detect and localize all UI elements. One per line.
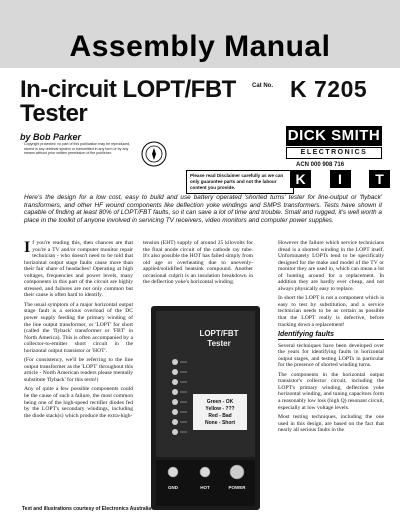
banner-title: Assembly Manual <box>69 30 331 63</box>
legend-line: Green - OK <box>206 399 234 405</box>
tester-device-photo <box>147 304 264 512</box>
acn-number: ACN 000 908 716 <box>296 162 345 168</box>
paragraph: The usual symptom of a major horizontal output stage fault is a serious overload of the DC power supply feeding the primary winding of the line output transformer, or 'LOPT' for short (called the 'flyback' transformer or 'FBT' in North America). This is often accompanied by a collector-to-emitter short circuit in the horizontal output transistor or 'HOT'. <box>24 301 133 354</box>
article-title-line2: Tester <box>20 100 88 127</box>
cat-number-label: Cat No. <box>252 83 273 89</box>
paragraph: However the failure which service technicians dread is a shorted winding in the LOPT itself. Unfortunately LOPTs tend to be specifically designed for the make and model of the TV or monitor they are used in, which can mean a lot of hunting around for a replacement. In addition they are hardly ever cheap, and not always physically easy to replace. <box>278 240 384 292</box>
hot-terminal-icon <box>200 467 210 477</box>
intro-paragraph: Here's the design for a low cost, easy to build and use battery operated 'shorted turns' tester for line-output or 'flyback' transformers, and other HF wound components like deflection yoke windings and SMPS transformers. Tests have shown it capable of finding at least 80% of LOPT/FBT faults, so it can save a lot of time and trouble. Small and rugged, it's well worth a place in the toolkit of anyone involved in servicing TV receivers, video monitors and computer power supplies. <box>24 194 382 224</box>
footer-credit: Text and illustrations courtesy of Electronics Australia <box>22 506 152 512</box>
device-title-line1: LOPT/FBT <box>199 329 239 338</box>
legend-line: Red - Bad <box>208 413 232 419</box>
device-title-line2: Tester <box>207 339 231 348</box>
copyright-notice: Copyright protected: no part of this publication may be reproduced, stored in any retrieval system or transmitted in any form or by any means without prior written permission of the publisher. <box>24 142 131 156</box>
cat-number: K 7205 <box>290 76 368 102</box>
paragraph: tension (EHT) supply of around 25 kilovolts for the final anode circuit of the cathode ray tube. It's also possible the HOT has failed simply from old age or overheating due to unevenly-applied/solidified heatsink compound. Another occasional culprit is an insulation breakdown in the deflection yoke's horizontal winding. <box>143 240 253 286</box>
legend-line: Yellow - ??? <box>205 406 235 412</box>
kit-letter: I <box>330 170 351 188</box>
legend-line: None - Short <box>205 420 235 426</box>
kit-letter: T <box>369 170 390 188</box>
text-column-2 <box>143 240 253 289</box>
paragraph: Most testing techniques, including the one used in this design, are based on the fact that nearly all serious faults in the <box>278 414 384 434</box>
paragraph: The components in the horizontal output transistor's collector circuit, including the LOPT's primary winding, deflection yoke horizontal winding, and tuning capacitors form a reasonably low loss (high Q) resonant circuit, especially at low voltage levels. <box>278 371 384 411</box>
logo-brand-name: DICK SMITH <box>287 127 381 144</box>
logo-brand-sub: ELECTRONICS <box>286 147 382 159</box>
disclaimer-box: Please read Disclaimer carefully as we can only guarantee parts and not the labour content you provide. <box>186 170 294 194</box>
article-title-block <box>20 78 240 142</box>
drop-cap: I <box>24 239 31 256</box>
paragraph: (For consistency, we'll be referring to the line output transformer as the 'LOPT' throughout this article - North American readers please mentally substitute 'flyback' for this term!) <box>24 357 133 383</box>
article-title-line1: In-circuit LOPT/FBT <box>20 76 236 103</box>
header-banner <box>0 0 400 68</box>
text-column-3 <box>278 240 384 437</box>
gnd-terminal-icon <box>168 467 178 477</box>
device-label: HOT <box>200 485 210 490</box>
device-label: POWER <box>228 485 246 490</box>
paragraph: Several techniques have been developed over the years for identifying faults in horizontal output stages, and testing LOPTs in particular for the presence of shorted winding turns. <box>278 342 384 369</box>
section-heading: Identifying faults <box>278 332 384 340</box>
dick-smith-logo <box>286 126 382 160</box>
paragraph: If you're reading this, then chances are that you're a TV and/or computer monitor repair technician - who doesn't need to be told that horizontal output stage faults cause more than their fair share of headaches! Operating at high voltages, frequencies and power levels, many components in this part of the circuit are highly stressed, and failures are not only common but their cause is often hard to identify. <box>24 239 133 299</box>
article-author: by Bob Parker <box>20 132 82 142</box>
kit-badge <box>290 170 390 188</box>
device-label: GND <box>168 485 178 490</box>
paragraph: In short the LOPT is not a component which is easy to test by substitution, and a service technician needs to be as certain as possible that the LOPT really is defective, before tracking down a replacement! <box>278 295 384 328</box>
copyright-seal-icon <box>140 140 168 168</box>
text-column-1 <box>24 240 133 422</box>
power-button-icon <box>230 465 244 479</box>
kit-letter: K <box>290 170 311 188</box>
paragraph: Any of quite a few possible components could be the cause of such a failure, the most common being one of the high-speed rectifier diodes fed by the LOPT's secondary windings, including the diode stack(s) which produce the extra-high- <box>24 386 133 419</box>
